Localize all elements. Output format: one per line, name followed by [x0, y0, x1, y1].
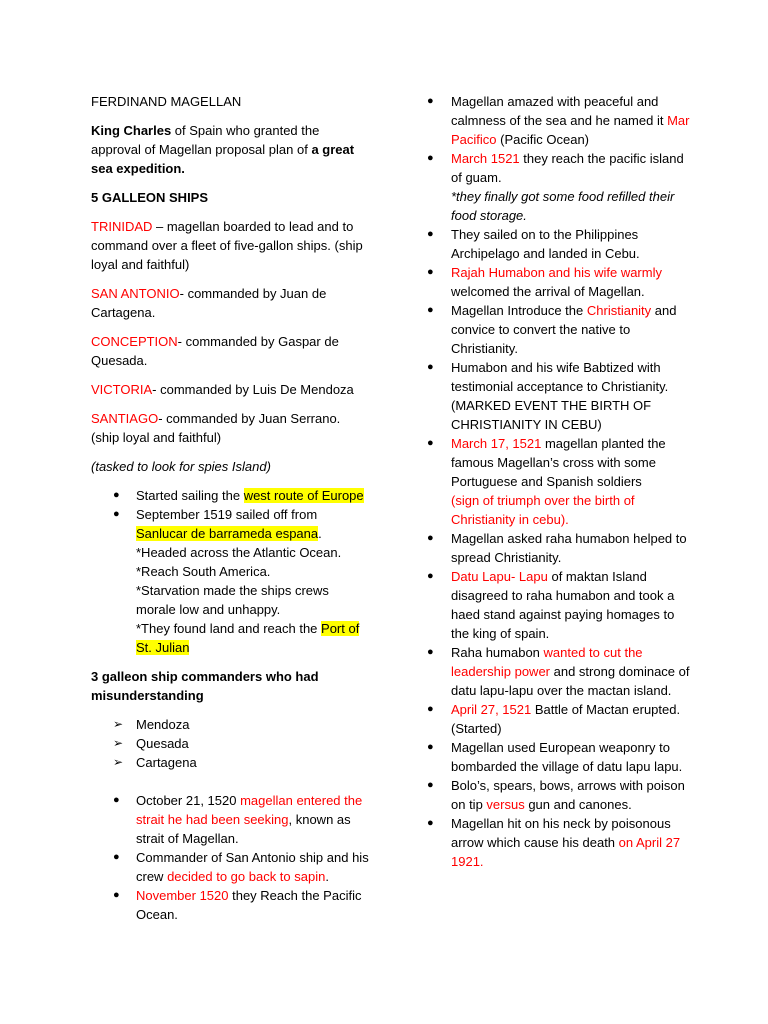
bullet-icon: ●: [113, 794, 120, 806]
item-text: Magellan Introduce the: [451, 303, 587, 318]
ship-desc: - commanded by Gaspar de Quesada.: [91, 334, 339, 368]
bullet-icon: ●: [427, 304, 434, 316]
highlight-text: Sanlucar de barrameda espana: [136, 526, 319, 541]
red-text: versus: [486, 797, 525, 812]
highlight-text: Port of St. Julian: [136, 621, 360, 655]
ship-desc: - commanded by Juan Serrano. (ship loyal and faithful): [91, 411, 341, 445]
list-item: [427, 301, 691, 358]
ship-victoria: [91, 380, 371, 399]
commanders-list: [91, 715, 371, 772]
list-item: [91, 734, 371, 753]
sub-note: *Reach South America.: [136, 564, 271, 579]
ship-desc: - commanded by Juan de Cartagena.: [91, 286, 327, 320]
item-text: (Pacific Ocean): [496, 132, 590, 147]
item-text: Commander of San Antonio ship and his crew: [136, 850, 369, 884]
ship-name: TRINIDAD: [91, 219, 153, 234]
intro-paragraph: [91, 121, 371, 178]
list-item: [427, 738, 691, 776]
bullet-icon: ●: [427, 741, 434, 753]
ship-desc: - commanded by Luis De Mendoza: [152, 382, 354, 397]
commander-name: Quesada: [136, 736, 189, 751]
item-text: they reach the pacific island of guam.: [451, 151, 684, 185]
list-item: [427, 225, 691, 263]
bullet-icon: ●: [113, 508, 120, 520]
item-text: welcomed the arrival of Magellan.: [451, 284, 645, 299]
list-item: [91, 886, 371, 924]
left-column: [91, 92, 371, 924]
list-item: [427, 434, 691, 529]
events-list: [427, 92, 691, 871]
item-text: They sailed on to the Philippines Archipelago and landed in Cebu.: [451, 227, 640, 261]
ship-name: SANTIAGO: [91, 411, 159, 426]
red-text: Mar Pacifico: [451, 113, 690, 147]
list-item: [91, 486, 371, 505]
red-text: magellan entered the strait he had been seeking: [136, 793, 363, 827]
commander-name: Cartagena: [136, 755, 197, 770]
commander-name: Mendoza: [136, 717, 190, 732]
red-text: April 27, 1521: [451, 702, 532, 717]
list-item: [91, 848, 371, 886]
ship-santiago: [91, 409, 371, 447]
item-text: .: [318, 526, 322, 541]
list-item: [427, 92, 691, 149]
ship-san-antonio: [91, 284, 371, 322]
bullet-icon: ●: [427, 266, 434, 278]
bullet-icon: ●: [427, 228, 434, 240]
item-text: Magellan used European weaponry to bombarded the village of datu lapu lapu.: [451, 740, 683, 774]
red-text: decided to go back to sapin: [167, 869, 326, 884]
item-text: gun and canones.: [524, 797, 632, 812]
item-text: and convice to convert the native to Christianity.: [451, 303, 677, 356]
voyage-list: [91, 486, 371, 657]
tasked-note: (tasked to look for spies Island): [91, 459, 271, 474]
sub-note: *Headed across the Atlantic Ocean.: [136, 545, 342, 560]
item-text: September 1519 sailed off from: [136, 507, 318, 522]
list-item: [427, 776, 691, 814]
item-text: , known as strait of Magellan.: [136, 812, 351, 846]
document-title: FERDINAND MAGELLAN: [91, 94, 242, 109]
strait-list: [91, 791, 371, 924]
list-item: [427, 149, 691, 225]
bullet-icon: ●: [427, 361, 434, 373]
list-item: [427, 700, 691, 738]
list-item: [427, 643, 691, 700]
red-text: wanted to cut the leadership power: [451, 645, 643, 679]
bullet-icon: ●: [427, 817, 434, 829]
list-item: [427, 567, 691, 643]
arrow-bullet-icon: ➢: [113, 736, 124, 750]
ship-desc: – magellan boarded to lead and to command over a fleet of five-gallon ships. (ship loyal and faithful): [91, 219, 363, 272]
bullet-icon: ●: [427, 532, 434, 544]
item-text: Started sailing the: [136, 488, 244, 503]
bullet-icon: ●: [427, 152, 434, 164]
right-column: [427, 92, 691, 871]
sub-note: *Starvation made the ships crews morale low and unhappy.: [136, 583, 329, 617]
item-text: *They found land and reach the: [136, 621, 322, 636]
item-text: Humabon and his wife Babtized with testimonial acceptance to Christianity. (MARKED EVENT THE BIRTH OF CHRISTIANITY IN CEBU): [451, 360, 669, 432]
commanders-heading: 3 galleon ship commanders who had misunderstanding: [91, 669, 319, 703]
item-text: Magellan amazed with peaceful and calmness of the sea and he named it: [451, 94, 668, 128]
item-text: Raha humabon: [451, 645, 544, 660]
arrow-bullet-icon: ➢: [113, 717, 124, 731]
red-text: March 1521: [451, 151, 520, 166]
ship-conception: [91, 332, 371, 370]
bullet-icon: ●: [113, 889, 120, 901]
item-text: of maktan Island disagreed to raha humabon and took a haed stand against paying homages to the king of spain.: [451, 569, 675, 641]
red-text: on April 27 1921.: [451, 835, 681, 869]
item-text: Battle of Mactan erupted. (Started): [451, 702, 681, 736]
galleon-heading: 5 GALLEON SHIPS: [91, 190, 209, 205]
red-text: (sign of triumph over the birth of Christianity in cebu).: [451, 493, 635, 527]
bullet-icon: ●: [427, 570, 434, 582]
item-text: Magellan hit on his neck by poisonous arrow which cause his death: [451, 816, 671, 850]
list-item: [427, 814, 691, 871]
list-item: [427, 358, 691, 434]
red-text: Datu Lapu- Lapu: [451, 569, 548, 584]
intro-bold-text: a great sea expedition.: [91, 142, 355, 176]
bullet-icon: ●: [113, 489, 120, 501]
item-text: magellan planted the famous Magellan’s cross with some Portuguese and Spanish soldiers: [451, 436, 666, 489]
item-text: Magellan asked raha humabon helped to spread Christianity.: [451, 531, 687, 565]
item-text: they Reach the Pacific Ocean.: [136, 888, 362, 922]
red-text: Rajah Humabon and his wife warmly: [451, 265, 662, 280]
bullet-icon: ●: [427, 646, 434, 658]
sub-note: [136, 619, 371, 657]
bullet-icon: ●: [427, 437, 434, 449]
ship-name: VICTORIA: [91, 382, 153, 397]
item-text: .: [325, 869, 329, 884]
item-text: October 21, 1520: [136, 793, 241, 808]
red-text: Christianity: [586, 303, 652, 318]
sub-note: *they finally got some food refilled their food storage.: [451, 189, 675, 223]
list-item: [91, 791, 371, 848]
list-item: [427, 263, 691, 301]
ship-name: SAN ANTONIO: [91, 286, 180, 301]
red-text: March 17, 1521: [451, 436, 542, 451]
arrow-bullet-icon: ➢: [113, 755, 124, 769]
list-item: [427, 529, 691, 567]
bullet-icon: ●: [427, 95, 434, 107]
ship-trinidad: [91, 217, 371, 274]
bullet-icon: ●: [427, 779, 434, 791]
red-text: November 1520: [136, 888, 229, 903]
intro-text: of Spain who granted the approval of Magellan proposal plan of: [91, 123, 320, 157]
bullet-icon: ●: [113, 851, 120, 863]
item-text: Bolo’s, spears, bows, arrows with poison on tip: [451, 778, 685, 812]
highlight-text: west route of Europe: [243, 488, 364, 503]
list-item: [91, 753, 371, 772]
bullet-icon: ●: [427, 703, 434, 715]
list-item: [91, 505, 371, 657]
ship-name: CONCEPTION: [91, 334, 178, 349]
list-item: [91, 715, 371, 734]
item-text: and strong dominace of datu lapu-lapu over the mactan island.: [451, 664, 690, 698]
king-charles-text: King Charles: [91, 123, 172, 138]
